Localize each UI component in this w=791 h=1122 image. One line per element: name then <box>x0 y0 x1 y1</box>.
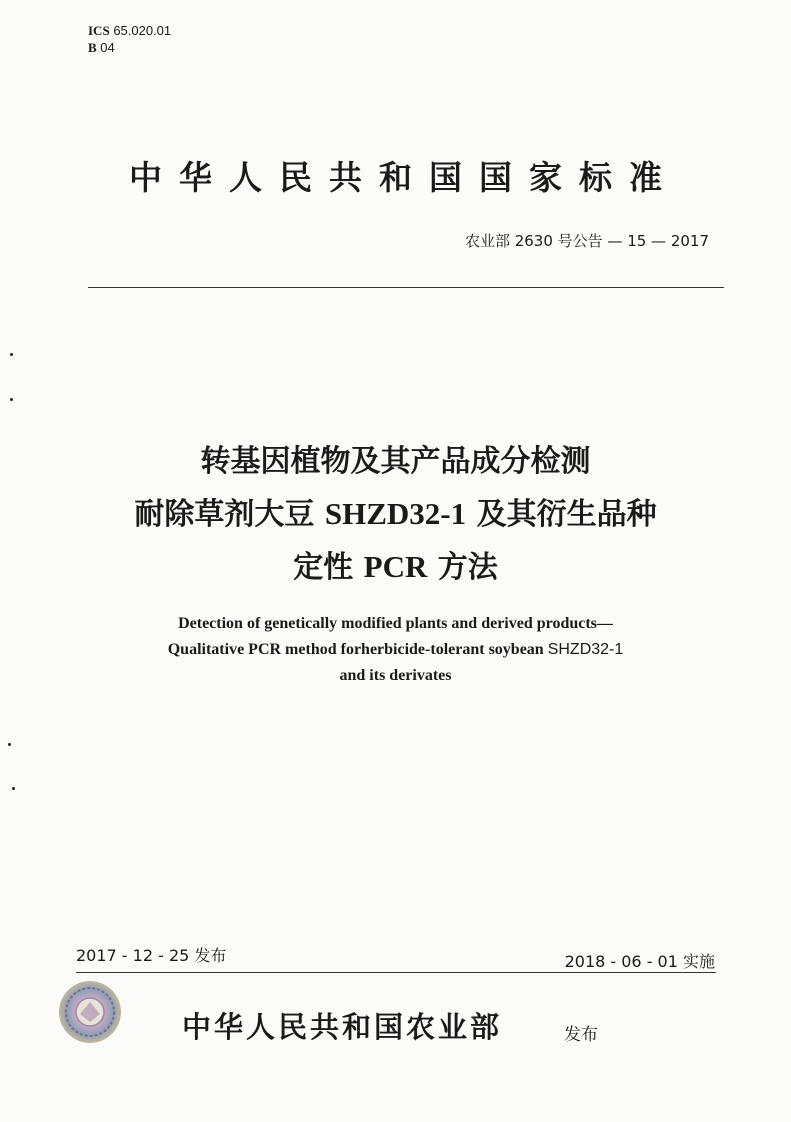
standard-number: 农业部 2630 号公告 — 15 — 2017 <box>464 232 709 250</box>
english-title-line1: Detection of genetically modified plants and derived products— <box>178 615 613 632</box>
scan-speck <box>8 743 11 746</box>
english-title-line2: Qualitative PCR method forherbicide-tolerant soybean SHZD32-1 <box>167 641 624 658</box>
issue-date: 2017 - 12 - 25 发布 <box>76 946 227 965</box>
publish-label: 发布 <box>564 1025 598 1045</box>
ics-label: ICS <box>88 23 110 38</box>
publisher: 中华人民共和国农业部 <box>182 1010 503 1044</box>
scan-speck <box>10 398 13 401</box>
chinese-title-line1: 转基因植物及其产品成分检测 <box>200 444 591 479</box>
chinese-title-line2: 耐除草剂大豆 SHZD32-1 及其衍生品种 <box>134 496 657 532</box>
chinese-title-line3: 定性 PCR 方法 <box>293 549 498 585</box>
ccs-label: B <box>88 40 97 55</box>
header-divider <box>88 287 724 288</box>
scan-speck <box>12 787 15 790</box>
ics-code: 65.020.01 <box>113 23 172 38</box>
implementation-date: 2018 - 06 - 01 实施 <box>564 952 715 971</box>
english-title <box>0 611 791 689</box>
national-standard-title: 中华人民共和国国家标准 <box>129 158 679 197</box>
classification-codes <box>88 22 171 56</box>
ccs-code: 04 <box>100 40 115 55</box>
chinese-title <box>0 436 791 594</box>
footer-divider <box>76 972 716 973</box>
english-title-line3: and its derivates <box>339 667 452 684</box>
hologram-seal-icon <box>58 980 122 1044</box>
scan-speck <box>10 353 13 356</box>
